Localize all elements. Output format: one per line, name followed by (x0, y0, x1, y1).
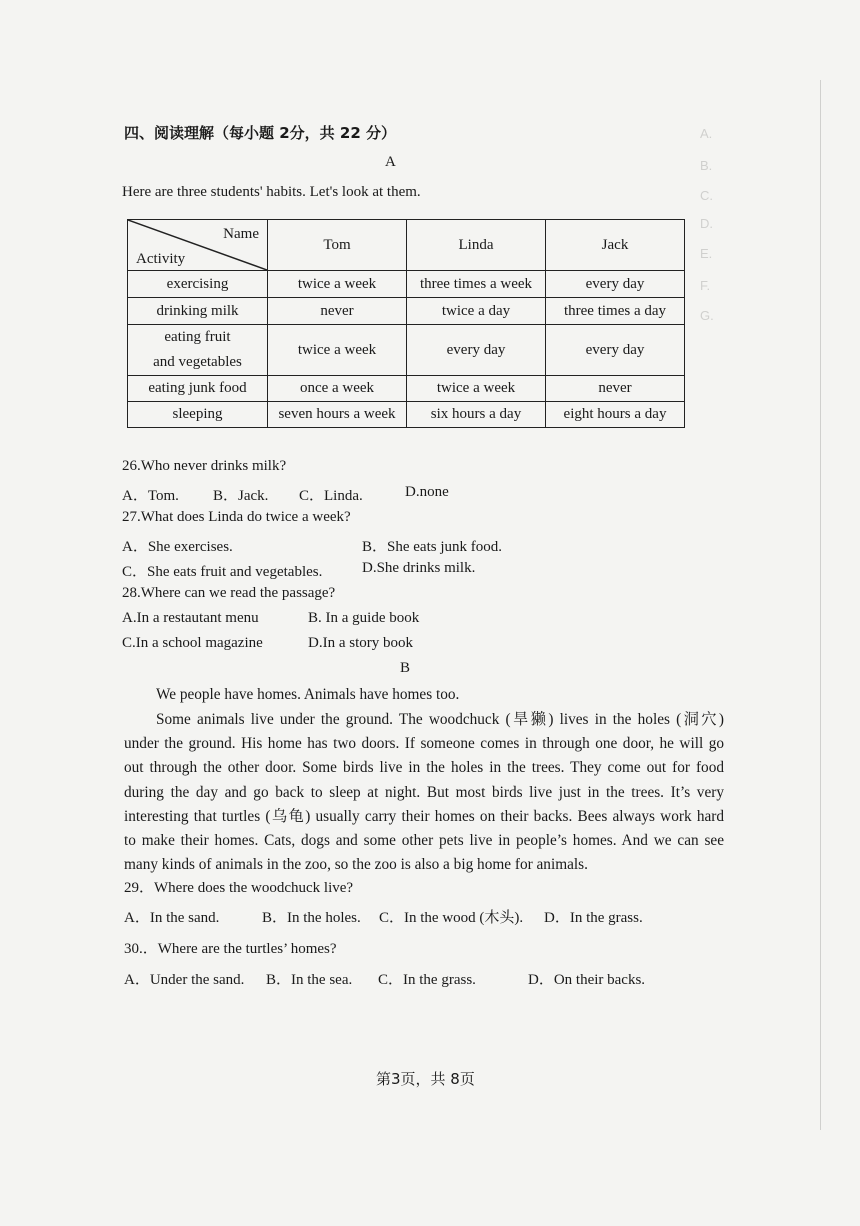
activity-cell: eating junk food (128, 376, 268, 402)
part-b-heading: B (400, 660, 411, 676)
question-28-stem: 28.Where can we read the passage? (122, 585, 336, 601)
table-cell: twice a week (268, 325, 407, 376)
question-30-option-d: D．On their backs. (528, 972, 646, 988)
passage-b-intro: We people have homes. Animals have homes too. (156, 686, 460, 703)
table-cell: never (268, 298, 407, 325)
activity-line: eating fruit (164, 329, 231, 345)
column-header-linda: Linda (407, 220, 546, 271)
passage-line: under the ground. His home has two doors. If someone comes in through one door, he will go (124, 735, 724, 753)
passage-line: interesting that turtles (乌龟) usually carry their homes on their backs. Bees always work hard (124, 807, 724, 825)
table-cell: every day (546, 325, 685, 376)
passage-line: during the day and go back to sleep at night. But most birds live just in the trees. It’s very (124, 783, 724, 801)
activity-cell: exercising (128, 271, 268, 298)
question-28-option-d: D.In a story book (308, 635, 413, 651)
table-row (128, 376, 685, 402)
table-cell: seven hours a week (268, 402, 407, 428)
passage-line: Some animals live under the ground. The woodchuck (旱獭) lives in the holes (洞穴) (156, 711, 724, 728)
question-26-option-a: A．Tom. (122, 488, 179, 504)
bleed-through-text: C. (700, 188, 713, 203)
question-26-stem: 26.Who never drinks milk? (122, 458, 287, 474)
passage-line: many kinds of animals in the zoo, so the zoo is also a big home for animals. (124, 856, 588, 874)
activity-line: and vegetables (153, 354, 242, 370)
habits-table (127, 219, 685, 428)
activity-cell: drinking milk (128, 298, 268, 325)
table-cell: twice a week (268, 271, 407, 298)
question-27-option-c: C．She eats fruit and vegetables. (122, 564, 323, 580)
diagonal-header-cell (128, 220, 268, 271)
question-30-stem: 30.．Where are the turtles’ homes? (124, 941, 337, 957)
passage-line: out through the other door. Some birds live in the holes in the trees. They come out for food (124, 759, 724, 777)
table-cell: never (546, 376, 685, 402)
table-cell: every day (546, 271, 685, 298)
activity-cell (128, 325, 268, 376)
question-29-option-a: A．In the sand. (124, 910, 220, 926)
question-29-option-d: D．In the grass. (544, 910, 643, 926)
question-30-option-b: B．In the sea. (266, 972, 353, 988)
header-activity-label: Activity (136, 251, 186, 267)
part-a-heading: A (385, 154, 396, 170)
question-30-option-a: A．Under the sand. (124, 972, 245, 988)
header-name-label: Name (223, 226, 259, 242)
bleed-through-text: E. (700, 246, 713, 261)
question-27-option-b: B．She eats junk food. (362, 539, 502, 555)
column-header-jack: Jack (546, 220, 685, 271)
table-row (128, 402, 685, 428)
table-cell: twice a day (407, 298, 546, 325)
table-row (128, 271, 685, 298)
page-footer: 第3页，共 8页 (376, 1070, 475, 1088)
passage-b-paragraph (124, 708, 724, 877)
table-cell: six hours a day (407, 402, 546, 428)
bleed-through-text: G. (700, 308, 714, 323)
question-27-stem: 27.What does Linda do twice a week? (122, 509, 351, 525)
table-row (128, 325, 685, 376)
question-27-option-d: D.She drinks milk. (362, 560, 476, 576)
question-29-stem: 29．Where does the woodchuck live? (124, 880, 354, 896)
column-header-tom: Tom (268, 220, 407, 271)
page-crease (820, 80, 821, 1130)
question-27-option-a: A．She exercises. (122, 539, 233, 555)
bleed-through-text: D. (700, 216, 713, 231)
passage-line: to make their homes. Cats, dogs and some other pets live in people’s homes. And we can see (124, 832, 724, 850)
section-title: 四、阅读理解（每小题 2分，共 22 分） (124, 124, 396, 142)
question-26-option-b: B．Jack. (213, 488, 269, 504)
table-cell: once a week (268, 376, 407, 402)
table-cell: three times a week (407, 271, 546, 298)
question-28-option-c: C.In a school magazine (122, 635, 263, 651)
table-cell: eight hours a day (546, 402, 685, 428)
question-26-option-d: D.none (405, 484, 449, 500)
table-cell: every day (407, 325, 546, 376)
question-28-option-a: A.In a restautant menu (122, 610, 259, 626)
activity-cell: sleeping (128, 402, 268, 428)
table-header-row (128, 220, 685, 271)
bleed-through-text: B. (700, 158, 713, 173)
bleed-through-text: A. (700, 126, 713, 141)
question-26-option-c: C．Linda. (299, 488, 363, 504)
question-28-option-b: B. In a guide book (308, 610, 420, 626)
bleed-through-text: F. (700, 278, 711, 293)
intro-text: Here are three students' habits. Let's look at them. (122, 184, 421, 200)
table-cell: twice a week (407, 376, 546, 402)
question-30-option-c: C．In the grass. (378, 972, 476, 988)
question-29-option-c: C．In the wood (木头). (379, 910, 524, 926)
table-row (128, 298, 685, 325)
table-cell: three times a day (546, 298, 685, 325)
question-29-option-b: B．In the holes. (262, 910, 361, 926)
